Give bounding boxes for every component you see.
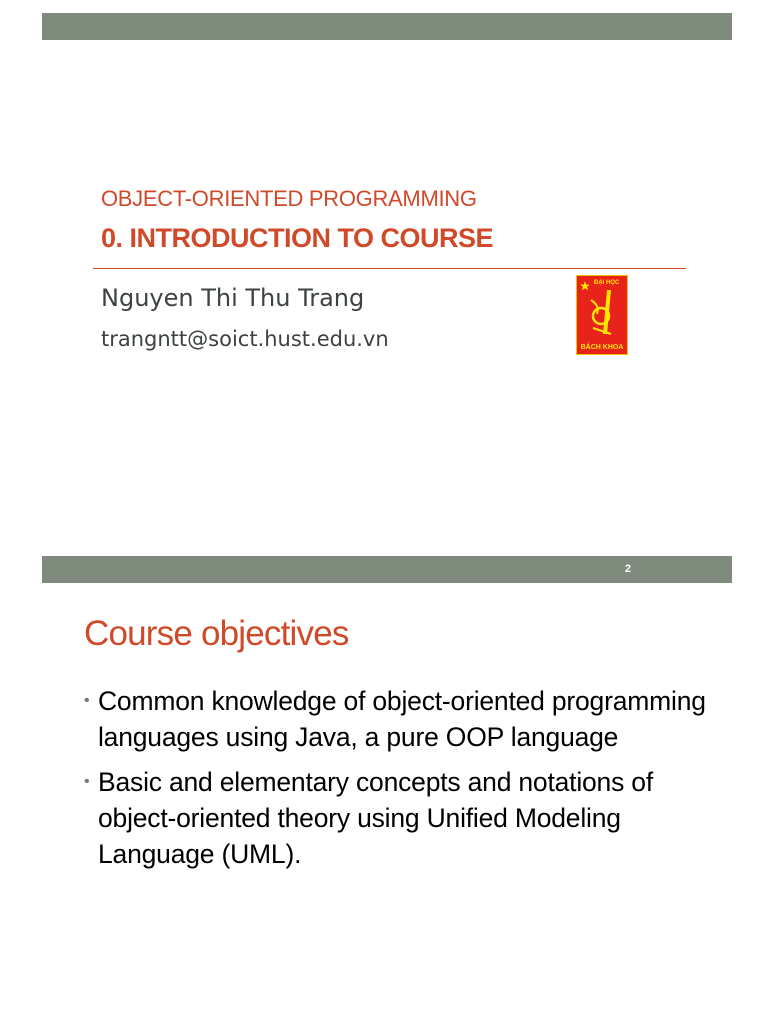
bullet-dot-icon: • xyxy=(84,692,90,709)
course-subtitle: OBJECT-ORIENTED PROGRAMMING xyxy=(101,186,477,211)
title-divider xyxy=(93,268,686,269)
author-name: Nguyen Thi Thu Trang xyxy=(101,284,365,312)
slide-header-bar xyxy=(42,13,732,40)
section-heading: Course objectives xyxy=(84,614,349,653)
slide-title: 0. INTRODUCTION TO COURSE xyxy=(101,223,494,253)
author-email: trangntt@soict.hust.edu.vn xyxy=(101,327,389,351)
bullet-text: Common knowledge of object-oriented programming languages using Java, a pure OOP language xyxy=(98,686,706,752)
bullet-text: Basic and elementary concepts and notations of object-oriented theory using Unified Modeling Language (UML). xyxy=(98,767,654,869)
slide-number: 2 xyxy=(624,563,631,575)
bullet-dot-icon: • xyxy=(84,773,90,790)
list-item xyxy=(84,764,734,872)
university-logo xyxy=(576,275,628,355)
list-item xyxy=(84,683,734,755)
logo-text-top: ĐẠI HỌC xyxy=(594,280,620,286)
slide-header-bar-2 xyxy=(42,556,732,583)
objectives-list xyxy=(84,683,734,881)
logo-text-bottom: BÁCH KHOA xyxy=(580,344,624,351)
